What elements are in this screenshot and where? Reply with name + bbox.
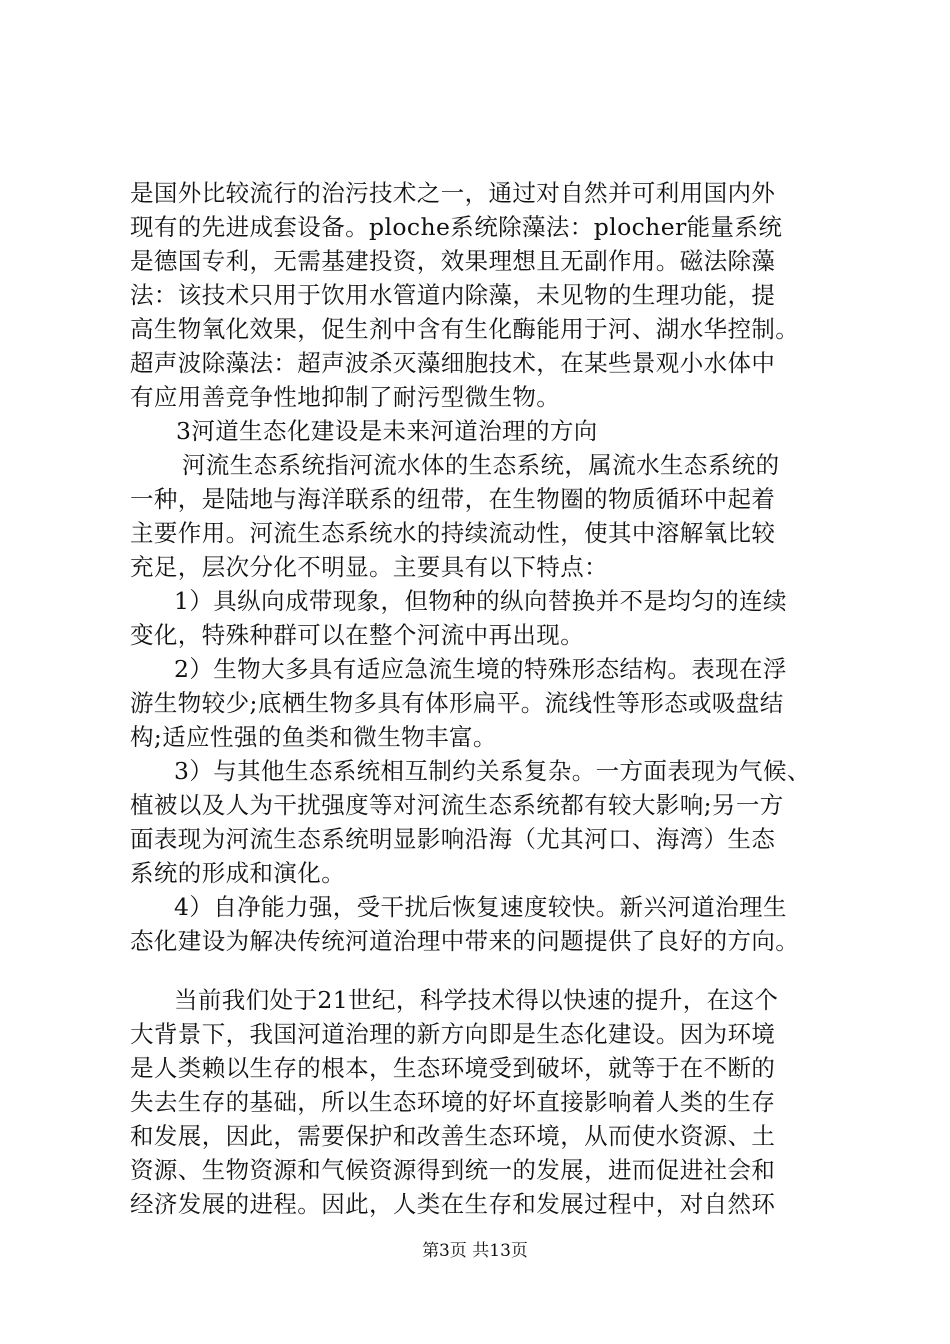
text-line: 高生物氧化效果，促生剂中含有生化酶能用于河、湖水华控制。 bbox=[130, 315, 800, 343]
list-item-4: 4）自净能力强，受干扰后恢复速度较快。新兴河道治理生 bbox=[174, 893, 787, 921]
text-line: 失去生存的基础，所以生态环境的好坏直接影响着人类的生存 bbox=[130, 1088, 776, 1116]
text-line: 面表现为河流生态系统明显影响沿海（尤其河口、海湾）生态 bbox=[130, 825, 776, 853]
text-line: 游生物较少;底栖生物多具有体形扁平。流线性等形态或吸盘结 bbox=[130, 689, 784, 717]
page-number: 第3页 共13页 bbox=[422, 1241, 528, 1261]
text-line: 植被以及人为干扰强度等对河流生态系统都有较大影响;另一方 bbox=[130, 791, 784, 819]
section-heading: 3河道生态化建设是未来河道治理的方向 bbox=[176, 417, 598, 445]
text-line: 主要作用。河流生态系统水的持续流动性，使其中溶解氧比较 bbox=[130, 519, 776, 547]
text-line: 经济发展的进程。因此，人类在生存和发展过程中，对自然环 bbox=[130, 1190, 776, 1218]
text-line: 现有的先进成套设备。ploche系统除藻法：plocher能量系统 bbox=[130, 213, 783, 241]
text-line: 和发展，因此，需要保护和改善生态环境，从而使水资源、土 bbox=[130, 1122, 776, 1150]
text-line: 是德国专利，无需基建投资，效果理想且无副作用。磁法除藻 bbox=[130, 247, 776, 275]
list-item-3: 3）与其他生态系统相互制约关系复杂。一方面表现为气候、 bbox=[174, 757, 811, 785]
text-line: 一种，是陆地与海洋联系的纽带，在生物圈的物质循环中起着 bbox=[130, 485, 776, 513]
list-item-1: 1）具纵向成带现象，但物种的纵向替换并不是均匀的连续 bbox=[174, 587, 787, 615]
text-line: 系统的形成和演化。 bbox=[130, 859, 346, 887]
text-line: 变化，特殊种群可以在整个河流中再出现。 bbox=[130, 621, 585, 649]
paragraph-start: 当前我们处于21世纪，科学技术得以快速的提升，在这个 bbox=[174, 986, 779, 1014]
list-item-2: 2）生物大多具有适应急流生境的特殊形态结构。表现在浮 bbox=[174, 655, 787, 683]
text-line: 法：该技术只用于饮用水管道内除藻，未见物的生理功能，提 bbox=[130, 281, 776, 309]
text-line: 资源、生物资源和气候资源得到统一的发展，进而促进社会和 bbox=[130, 1156, 776, 1184]
text-line: 态化建设为解决传统河道治理中带来的问题提供了良好的方向。 bbox=[130, 927, 800, 955]
text-line: 超声波除藻法：超声波杀灭藻细胞技术，在某些景观小水体中 bbox=[130, 349, 776, 377]
text-line: 是国外比较流行的治污技术之一，通过对自然并可利用国内外 bbox=[130, 179, 776, 207]
text-line: 大背景下，我国河道治理的新方向即是生态化建设。因为环境 bbox=[130, 1020, 776, 1048]
text-line: 有应用善竞争性地抑制了耐污型微生物。 bbox=[130, 383, 561, 411]
text-line: 河流生态系统指河流水体的生态系统，属流水生态系统的 bbox=[182, 451, 780, 479]
text-line: 是人类赖以生存的根本，生态环境受到破坏，就等于在不断的 bbox=[130, 1054, 776, 1082]
text-line: 充足，层次分化不明显。主要具有以下特点： bbox=[130, 553, 608, 581]
text-line: 构;适应性强的鱼类和微生物丰富。 bbox=[130, 723, 497, 751]
